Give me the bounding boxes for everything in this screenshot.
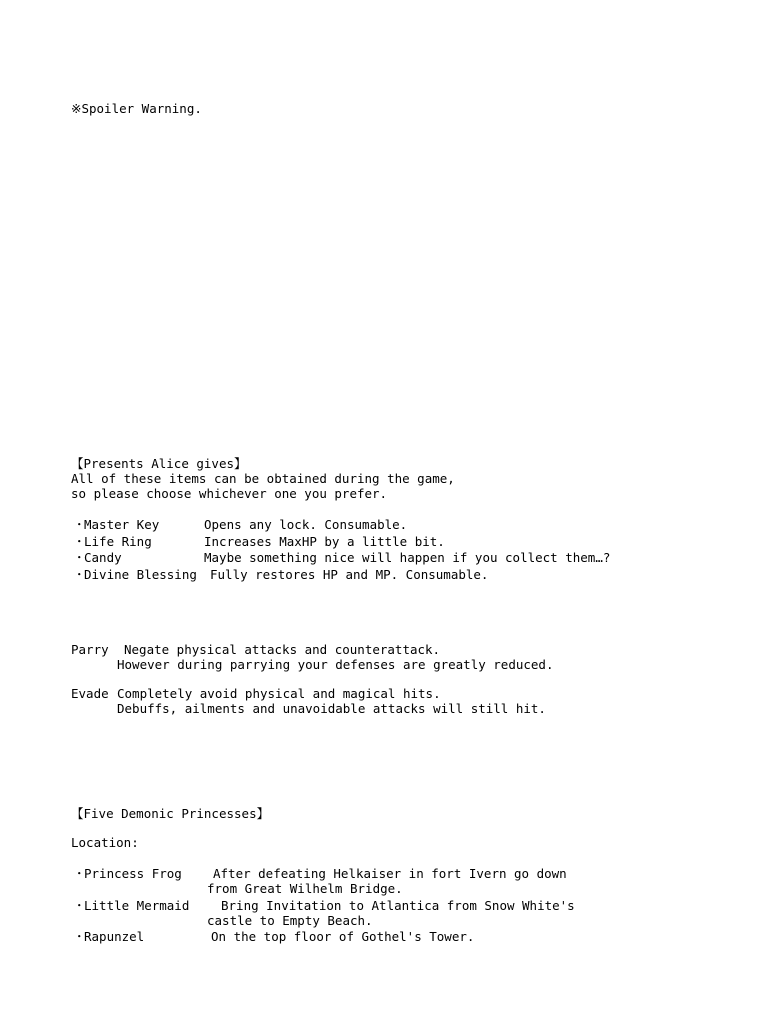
item-desc: Increases MaxHP by a little bit. bbox=[204, 534, 445, 549]
item-name: Divine Blessing bbox=[84, 567, 197, 582]
parry-label: Parry bbox=[71, 642, 109, 657]
item-name: Master Key bbox=[84, 517, 160, 532]
evade-desc-1: Completely avoid physical and magical hits. bbox=[117, 686, 441, 701]
item-name: Life Ring bbox=[84, 534, 152, 549]
parry-desc-1: Negate physical attacks and counterattack. bbox=[124, 642, 441, 657]
item-desc: Opens any lock. Consumable. bbox=[204, 517, 408, 532]
evade-desc-2: Debuffs, ailments and unavoidable attacks will still hit. bbox=[117, 701, 546, 716]
item-bullet: ・ bbox=[73, 866, 86, 881]
princess-location-2: from Great Wilhelm Bridge. bbox=[207, 881, 403, 896]
princess-location-1: Bring Invitation to Atlantica from Snow White's bbox=[221, 898, 575, 913]
princesses-heading: 【Five Demonic Princesses】 bbox=[71, 806, 270, 821]
presents-intro-line-2: so please choose whichever one you prefer. bbox=[71, 486, 388, 501]
princess-location-2: castle to Empty Beach. bbox=[207, 913, 373, 928]
item-bullet: ・ bbox=[73, 517, 86, 532]
princess-name: Rapunzel bbox=[84, 929, 145, 944]
item-desc: Fully restores HP and MP. Consumable. bbox=[210, 567, 489, 582]
item-bullet: ・ bbox=[73, 929, 86, 944]
princess-location-1: After defeating Helkaiser in fort Ivern go down bbox=[213, 866, 567, 881]
princess-name: Princess Frog bbox=[84, 866, 182, 881]
item-desc: Maybe something nice will happen if you collect them…? bbox=[204, 550, 611, 565]
presents-intro-line-1: All of these items can be obtained during the game, bbox=[71, 471, 455, 486]
evade-label: Evade bbox=[71, 686, 109, 701]
princess-location-1: On the top floor of Gothel's Tower. bbox=[211, 929, 475, 944]
parry-desc-2: However during parrying your defenses are greatly reduced. bbox=[117, 657, 554, 672]
item-bullet: ・ bbox=[73, 567, 86, 582]
item-name: Candy bbox=[84, 550, 122, 565]
presents-heading: 【Presents Alice gives】 bbox=[71, 456, 247, 471]
item-bullet: ・ bbox=[73, 534, 86, 549]
item-bullet: ・ bbox=[73, 898, 86, 913]
item-bullet: ・ bbox=[73, 550, 86, 565]
location-label: Location: bbox=[71, 835, 139, 850]
spoiler-warning: ※Spoiler Warning. bbox=[71, 101, 202, 116]
princess-name: Little Mermaid bbox=[84, 898, 190, 913]
